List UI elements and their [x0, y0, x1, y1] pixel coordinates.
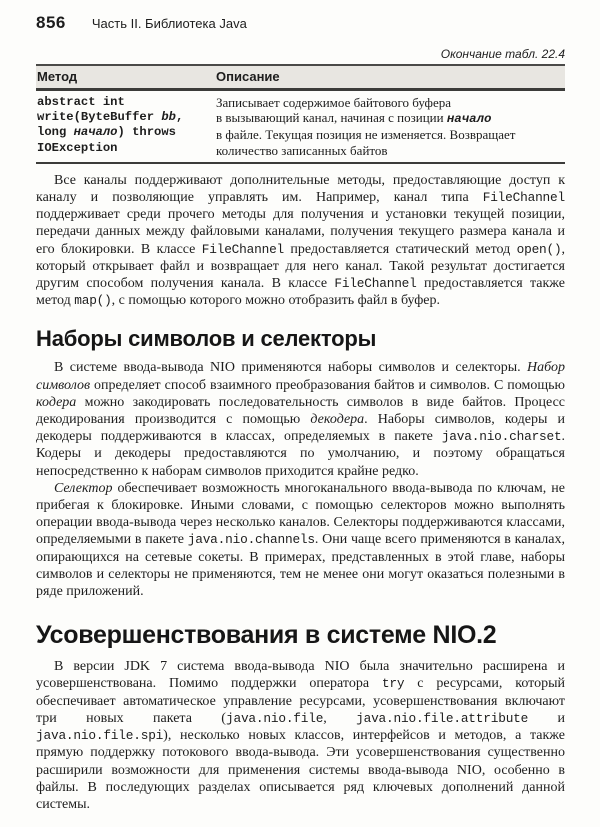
paragraph-charsets: В системе ввода-вывода NIO применяются наборы символов и селекторы. Набор символов определяет способ взаимного преобразования байтов и символов. С помощью кодера можно закодировать последовательность символов в виде байтов. Процесс декодирования производится с помощью декодера. Наборы символов, кодеры и декодеры поддерживаются в классах, определяемых в пакете java.nio.charset. Кодеры и декодеры предоставляются по умолчанию, и поэтому обращаться непосредственно к наборам символов приходится крайне редко. — [36, 360, 565, 479]
method-description-cell: Записывает содержимое байтового буфера в вызывающий канал, начиная с позиции начало в файле. Текущая позиция не изменяется. Возвращает количество записанных байтов — [215, 90, 565, 163]
page-number: 856 — [36, 13, 66, 32]
methods-table — [36, 64, 565, 164]
running-head-chapter: Часть II. Библиотека Java — [91, 16, 247, 31]
table-continuation-caption: Окончание табл. 22.4 — [440, 47, 565, 61]
page-header — [36, 13, 565, 33]
column-header-description: Описание — [215, 65, 565, 90]
table-row — [36, 90, 565, 163]
column-header-method: Метод — [36, 65, 215, 90]
section-heading-charsets-selectors: Наборы символов и селекторы — [36, 326, 377, 352]
paragraph-nio2-improvements: В версии JDK 7 система ввода-вывода NIO была значительно расширена и усовершенствована. Помимо поддержки оператора try с ресурсами, который обеспечивает автоматическое управление ресурсами, усовершенствования включают три новых пакета (java.nio.file, java.nio.file.attribute и java.nio.file.spi), несколько новых классов, интерфейсов и методов, а также прямую поддержку потокового ввода-вывода. Эти усовершенствования существенно расширили возможности для применения системы ввода-вывода NIO, особенно в файлы. В последующих разделах описывается ряд ключевых дополнений данной системы. — [36, 659, 566, 812]
method-signature-cell: abstract int write(ByteBuffer bb, long начало) throws IOException — [36, 90, 215, 163]
paragraph-channels: Все каналы поддерживают дополнительные методы, предоставляющие доступ к каналу и позволяющие управлять им. Например, канал типа FileChannel поддерживает среди прочего методы для получения и установки текущей позиции, передачи данных между файловыми каналами, получения текущего размера канала и его блокировки. В классе FileChannel предоставляется статический метод open(), который открывает файл и возвращает для него канал. Такой результат достигается другим способом получения канала. В классе FileChannel предоставляется также метод map(), с помощью которого можно отобразить файл в буфер. — [36, 172, 565, 309]
section-heading-nio2: Усовершенствования в системе NIO.2 — [36, 621, 497, 650]
paragraph-selectors: Селектор обеспечивает возможность многоканального ввода-вывода по ключам, не прибегая к блокировке. Иными словами, с помощью селекторов можно выполнять операции ввода-вывода через несколько каналов. Селекторы поддерживаются классами, определяемыми в пакете java.nio.channels. Они чаще всего применяются в каналах, опирающихся на сетевые сокеты. В примерах, представленных в этой главе, наборы символов и селекторы не применяются, тем не менее они могут оказаться полезными в ряде приложений. — [36, 480, 565, 600]
table-header-row — [36, 65, 565, 90]
